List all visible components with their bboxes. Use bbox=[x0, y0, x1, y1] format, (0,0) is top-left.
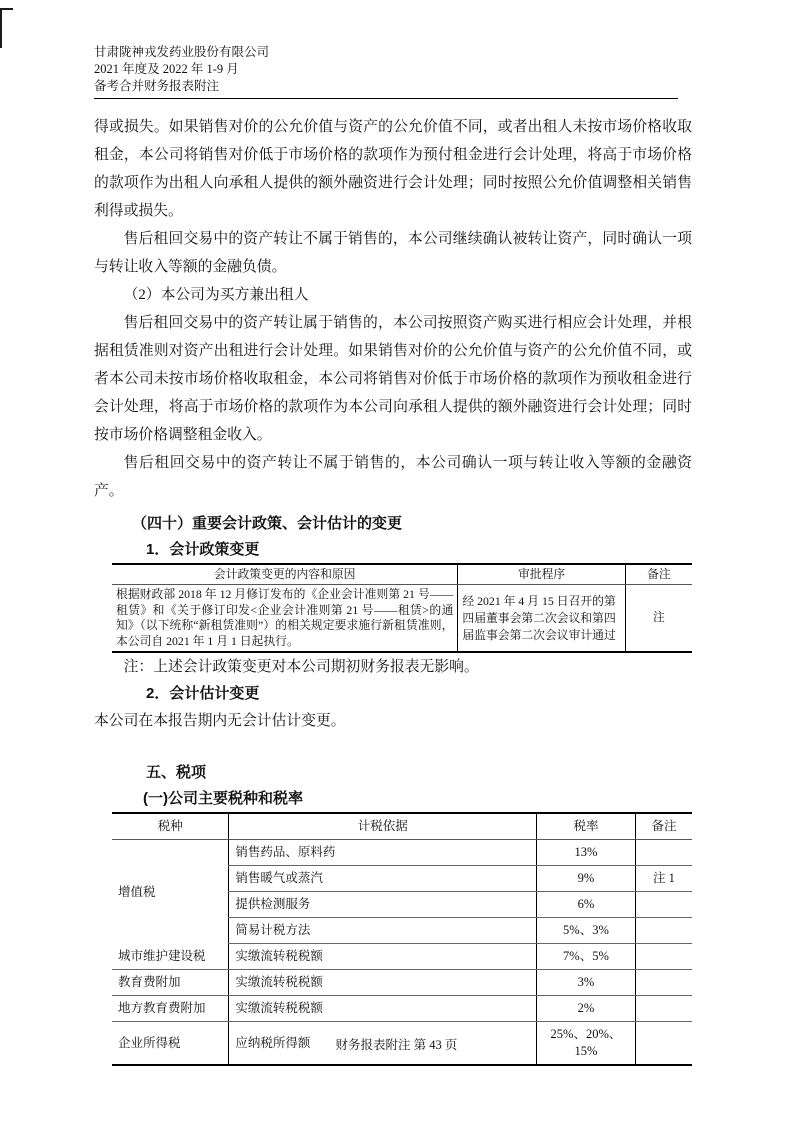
page-content bbox=[94, 44, 692, 1066]
table-row-local-education-surcharge bbox=[112, 996, 692, 1022]
tax-cell-rate: 2% bbox=[536, 996, 635, 1022]
tax-cell-rate: 25%、20%、15% bbox=[536, 1022, 635, 1066]
subsection-2-heading: 2．会计估计变更 bbox=[146, 685, 260, 703]
section-40-heading: （四十）重要会计政策、会计估计的变更 bbox=[132, 515, 403, 532]
tax-cell-rate: 3% bbox=[536, 970, 635, 996]
tax-cell-rate: 9% bbox=[536, 866, 635, 892]
tax-cell-note bbox=[635, 970, 692, 996]
policy-change-table bbox=[112, 563, 692, 653]
report-header bbox=[94, 44, 692, 99]
tax-header-type: 税种 bbox=[112, 813, 229, 840]
tax-cell-rate: 7%、5% bbox=[536, 944, 635, 970]
tax-cell-type: 地方教育费附加 bbox=[112, 996, 229, 1022]
policy-cell-note: 注 bbox=[625, 585, 692, 653]
table-row-urban-tax bbox=[112, 944, 692, 970]
tax-cell-note bbox=[635, 996, 692, 1022]
policy-table-header-row bbox=[112, 564, 692, 585]
policy-change-note: 注：上述会计政策变更对本公司期初财务报表无影响。 bbox=[123, 659, 479, 676]
header-divider bbox=[94, 98, 678, 99]
page-footer: 财务报表附注 第 43 页 bbox=[335, 1038, 458, 1052]
tax-cell-type: 增值税 bbox=[118, 884, 156, 899]
table-row-vat-1 bbox=[112, 840, 692, 866]
no-estimate-change-text: 本公司在本报告期内无会计估计变更。 bbox=[94, 713, 346, 730]
tax-cell-rate: 13% bbox=[536, 840, 635, 866]
tax-cell-basis: 应纳税所得额 bbox=[229, 1022, 537, 1066]
paragraph-gain-loss: 得或损失。如果销售对价的公允价值与资产的公允价值不同，或者出租人未按市场价格收取租金，本公司将销售对价低于市场价格的款项作为预付租金进行会计处理，将高于市场价格的款项作为出租人向承租人提供的额外融资进行会计处理；同时按照公允价值调整相关销售利得或损失。 bbox=[94, 119, 692, 219]
table-row-education-surcharge bbox=[112, 970, 692, 996]
policy-header-note: 备注 bbox=[625, 564, 692, 585]
tax-cell-basis: 销售暖气或蒸汽 bbox=[229, 866, 537, 892]
policy-header-approval: 审批程序 bbox=[458, 564, 625, 585]
tax-rate-table bbox=[112, 812, 692, 1066]
tax-cell-basis: 实缴流转税税额 bbox=[229, 996, 537, 1022]
tax-cell-basis: 提供检测服务 bbox=[229, 892, 537, 918]
tax-cell-rate: 5%、3% bbox=[536, 918, 635, 944]
company-name: 甘肃陇神戎发药业股份有限公司 bbox=[94, 45, 270, 59]
policy-cell-approval: 经 2021 年 4 月 15 日召开的第四届董事会第二次会议和第四届监事会第二次会议审计通过 bbox=[458, 585, 625, 653]
tax-cell-note bbox=[635, 892, 692, 918]
tax-cell-type: 教育费附加 bbox=[112, 970, 229, 996]
scan-artifact bbox=[0, 8, 13, 48]
tax-header-note: 备注 bbox=[635, 813, 692, 840]
subsection-1-heading: 1．会计政策变更 bbox=[146, 541, 260, 558]
tax-cell-note: 注 1 bbox=[635, 866, 692, 892]
tax-cell-note bbox=[635, 840, 692, 866]
tax-table-header-row bbox=[112, 813, 692, 840]
section-5-heading: 五、税项 bbox=[146, 764, 207, 782]
paragraph-leaseback-sale: 售后租回交易中的资产转让属于销售的，本公司按照资产购买进行相应会计处理，并根据租赁准则对资产出租进行会计处理。如果销售对价的公允价值与资产的公允价值不同，或者本公司未按市场价格收取租金，本公司将销售对价低于市场价格的款项作为预收租金进行会计处理，将高于市场价格的款项作为本公司向承租人提供的额外融资进行会计处理；同时按市场价格调整租金收入。 bbox=[94, 315, 692, 443]
paragraph-buyer-lessor: （2）本公司为买方兼出租人 bbox=[123, 287, 309, 303]
tax-cell-note bbox=[635, 918, 692, 944]
paragraph-leaseback-liability: 售后租回交易中的资产转让不属于销售的，本公司继续确认被转让资产，同时确认一项与转让收入等额的金融负债。 bbox=[94, 231, 692, 275]
section-5-1-heading: (一)公司主要税种和税率 bbox=[143, 790, 303, 808]
tax-cell-type: 企业所得税 bbox=[118, 1035, 181, 1050]
tax-cell-basis: 简易计税方法 bbox=[229, 918, 537, 944]
policy-cell-content: 根据财政部 2018 年 12 月修订发布的《企业会计准则第 21 号——租赁》和《关于修订印发<企业会计准则第 21 号——租赁>的通知》（以下统称“新租赁准则”）的相关规定要求施行新租赁准则，本公司自 2021 年 1 月 1 日起执行。 bbox=[116, 587, 454, 648]
tax-cell-basis: 销售药品、原料药 bbox=[229, 840, 537, 866]
report-period: 2021 年度及 2022 年 1-9 月 bbox=[94, 62, 239, 76]
tax-cell-basis: 实缴流转税税额 bbox=[229, 944, 537, 970]
policy-header-content: 会计政策变更的内容和原因 bbox=[112, 564, 458, 585]
policy-table-row bbox=[112, 585, 692, 653]
tax-header-basis: 计税依据 bbox=[229, 813, 537, 840]
tax-cell-type: 城市维护建设税 bbox=[112, 944, 229, 970]
paragraph-leaseback-asset: 售后租回交易中的资产转让不属于销售的，本公司确认一项与转让收入等额的金融资产。 bbox=[94, 455, 692, 499]
body-text bbox=[94, 113, 692, 505]
tax-cell-note bbox=[635, 944, 692, 970]
report-title: 备考合并财务报表附注 bbox=[94, 79, 220, 93]
tax-cell-rate: 6% bbox=[536, 892, 635, 918]
tax-cell-basis: 实缴流转税税额 bbox=[229, 970, 537, 996]
tax-header-rate: 税率 bbox=[536, 813, 635, 840]
